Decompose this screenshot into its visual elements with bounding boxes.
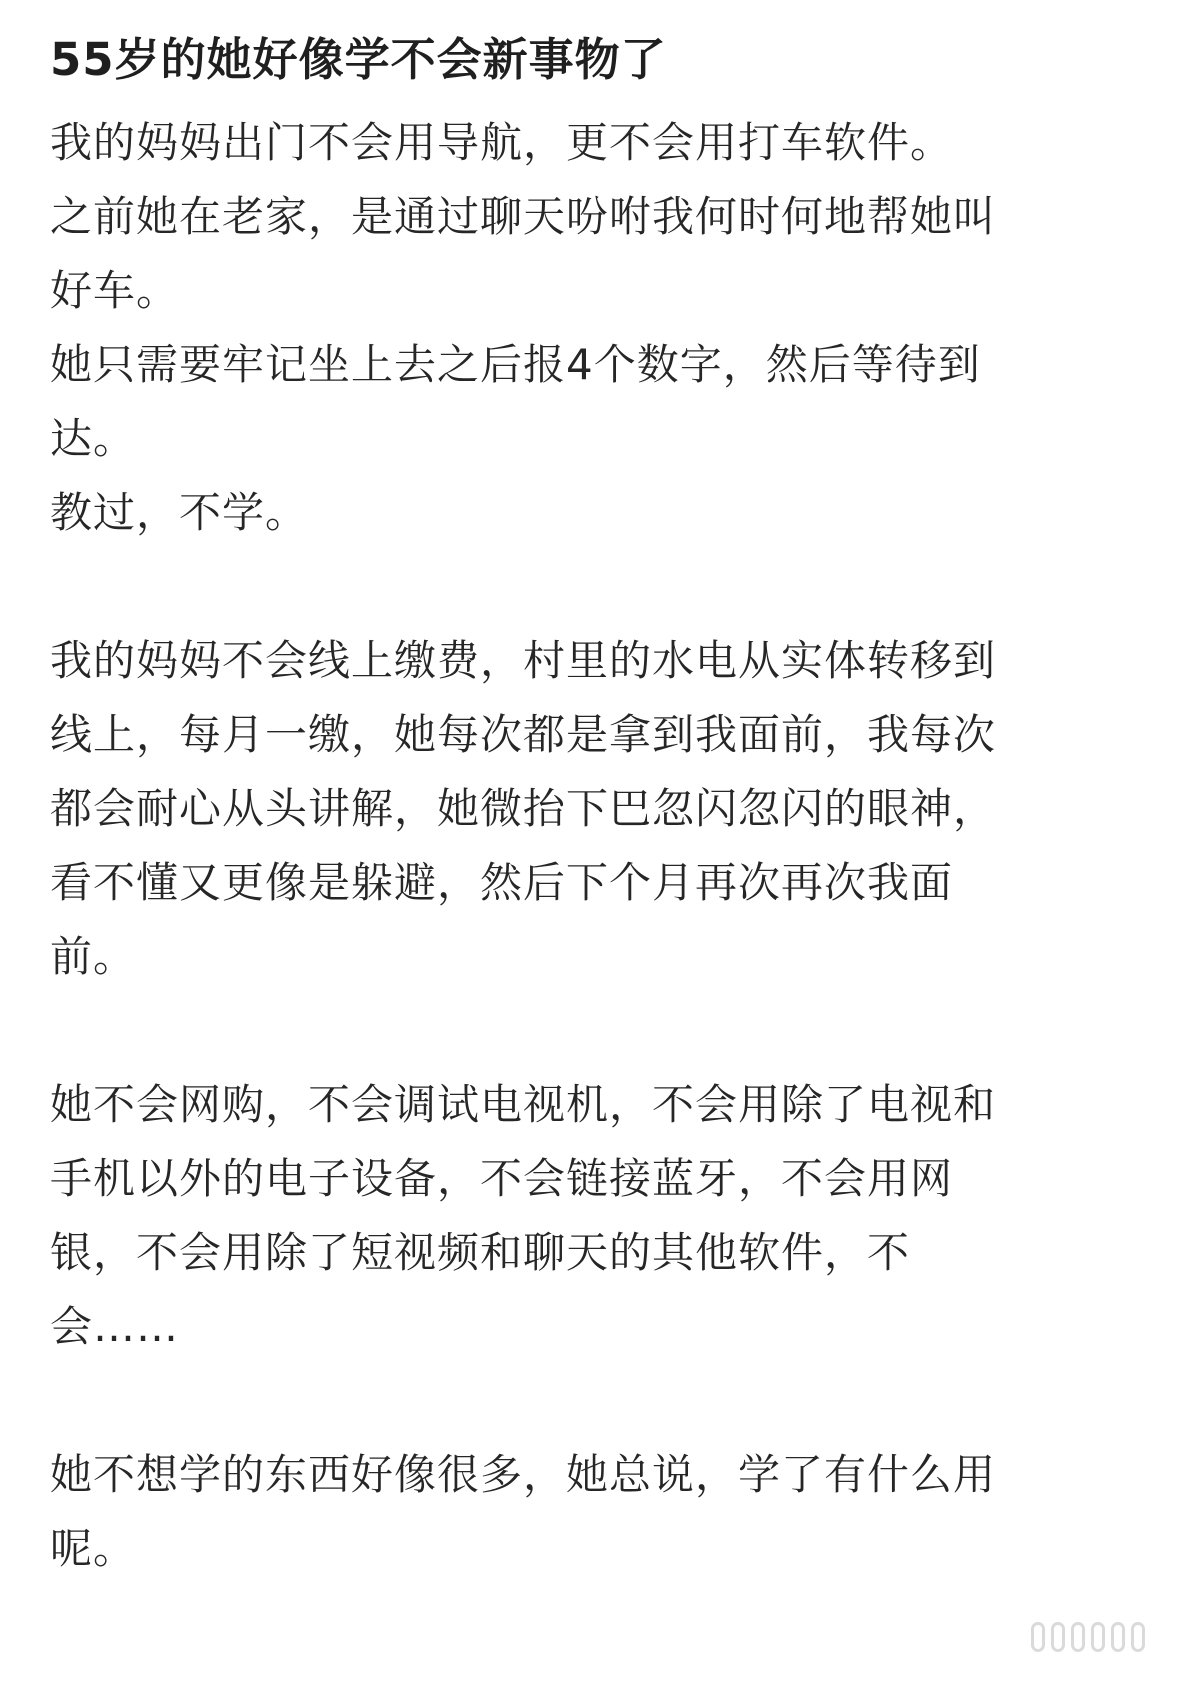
watermark-mark xyxy=(1131,1622,1145,1652)
text-line: 手机以外的电子设备，不会链接蓝牙，不会用网 xyxy=(50,1154,954,1203)
text-line: 她只需要牢记坐上去之后报4个数字，然后等待到 xyxy=(50,340,981,389)
text-line: 教过，不学。 xyxy=(50,488,309,537)
watermark-mark xyxy=(1031,1622,1045,1652)
text-line: 会…… xyxy=(50,1302,180,1351)
article-title: 55岁的她好像学不会新事物了 xyxy=(50,33,667,86)
text-line: 我的妈妈出门不会用导航，更不会用打车软件。 xyxy=(50,118,954,167)
text-line: 达。 xyxy=(50,414,137,463)
text-line: 之前她在老家，是通过聊天吩咐我何时何地帮她叫 xyxy=(50,192,997,241)
text-line: 她不会网购，不会调试电视机，不会用除了电视和 xyxy=(50,1080,997,1129)
text-line: 她不想学的东西好像很多，她总说，学了有什么用 xyxy=(50,1450,997,1499)
text-line: 看不懂又更像是躲避，然后下个月再次再次我面 xyxy=(50,858,954,907)
watermark-mark xyxy=(1051,1622,1065,1652)
watermark-mark xyxy=(1071,1622,1085,1652)
watermark-mark xyxy=(1091,1622,1105,1652)
text-line: 呢。 xyxy=(50,1524,137,1573)
text-line: 前。 xyxy=(50,932,137,981)
paragraph-1 xyxy=(50,106,1129,550)
text-line: 银，不会用除了短视频和聊天的其他软件，不 xyxy=(50,1228,911,1277)
paragraph-4 xyxy=(50,1438,1129,1586)
text-line: 线上，每月一缴，她每次都是拿到我面前，我每次 xyxy=(50,710,997,759)
text-line: 都会耐心从头讲解，她微抬下巴忽闪忽闪的眼神， xyxy=(50,784,997,833)
paragraph-2 xyxy=(50,624,1129,994)
paragraph-3 xyxy=(50,1068,1129,1364)
text-line: 我的妈妈不会线上缴费，村里的水电从实体转移到 xyxy=(50,636,997,685)
watermark-logo xyxy=(1031,1617,1145,1657)
watermark-mark xyxy=(1111,1622,1125,1652)
text-line: 好车。 xyxy=(50,266,180,315)
